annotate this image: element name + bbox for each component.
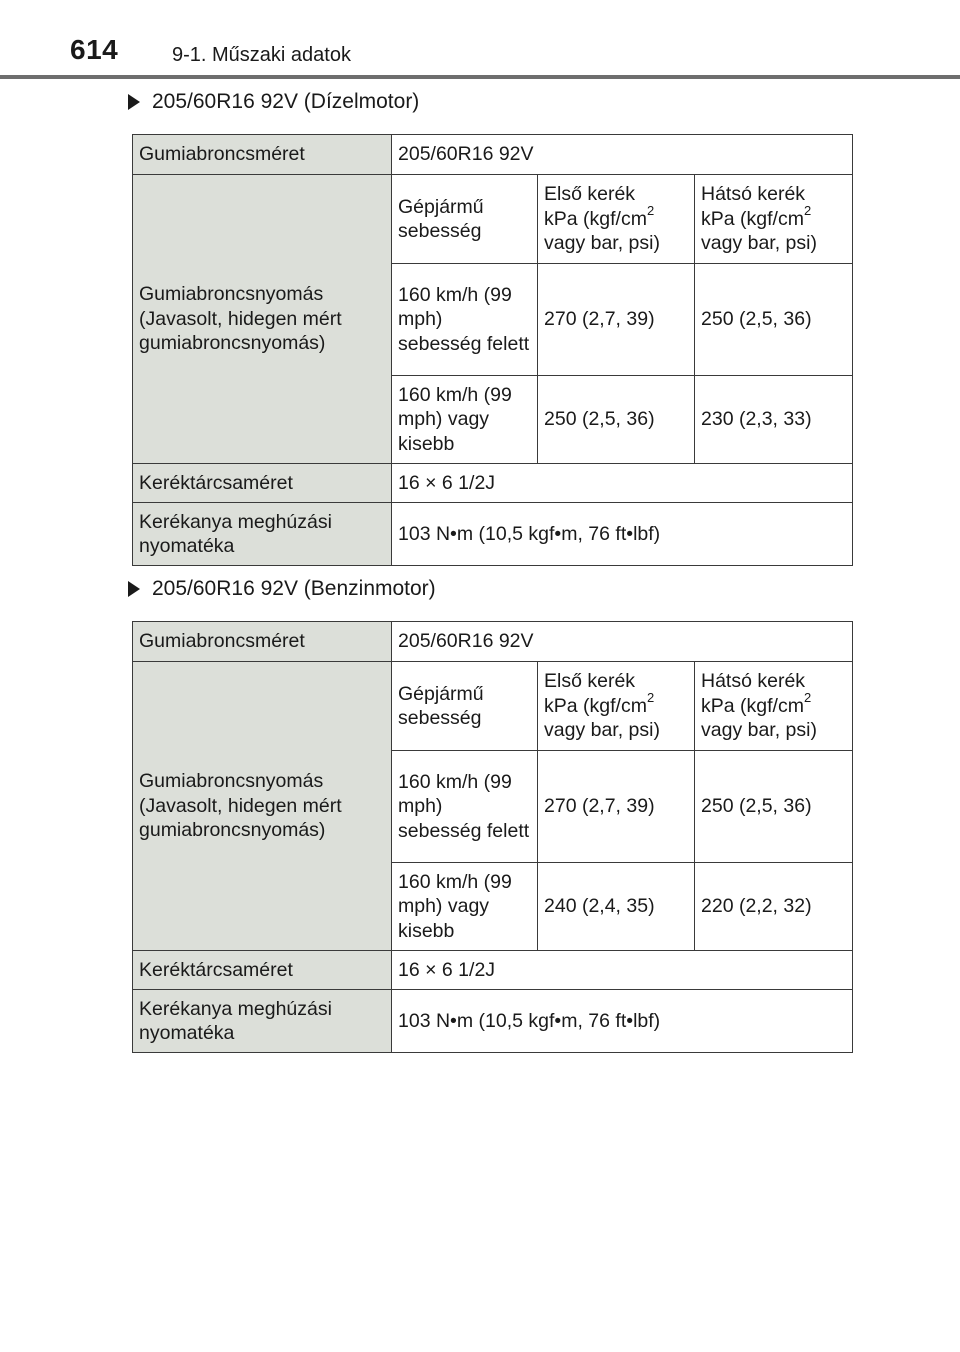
front-header-sup: 2 [646, 203, 655, 219]
rear-pressure-cell: 250 (2,5, 36) [695, 264, 853, 376]
tire-size-value: 205/60R16 92V [392, 135, 853, 175]
front-header-line3: vagy bar, psi) [544, 719, 660, 742]
rear-pressure-cell: 230 (2,3, 33) [695, 376, 853, 464]
speed-header: Gépjármű sebesség [392, 175, 538, 264]
speed-cell: 160 km/h (99 mph) sebesség felett [392, 264, 538, 376]
section-heading: 9-1. Műszaki adatok [172, 44, 351, 66]
tire-size-label: Gumiabroncsméret [133, 622, 392, 662]
front-header-line1: Első kerék [544, 670, 636, 693]
wheel-size-value: 16 × 6 1/2J [392, 464, 853, 503]
nut-torque-value: 103 N•m (10,5 kgf•m, 76 ft•lbf) [392, 503, 853, 566]
nut-torque-label: Kerékanya meghúzási nyomatéka [133, 990, 392, 1053]
speed-cell: 160 km/h (99 mph) vagy kisebb [392, 376, 538, 464]
tire-size-label: Gumiabroncsméret [133, 135, 392, 175]
table-row [133, 503, 853, 566]
front-pressure-cell: 270 (2,7, 39) [538, 264, 695, 376]
front-header-line1: Első kerék [544, 183, 636, 206]
rear-pressure-cell: 250 (2,5, 36) [695, 751, 853, 863]
front-pressure-cell: 250 (2,5, 36) [538, 376, 695, 464]
rear-header-line2: kPa (kgf/cm [701, 694, 804, 717]
table-row [133, 662, 853, 751]
wheel-size-label: Keréktárcsaméret [133, 951, 392, 990]
table-row [133, 990, 853, 1053]
tire-pressure-label: Gumiabroncsnyomás (Javasolt, hidegen mért gumiabroncsnyomás) [133, 662, 392, 951]
table-row [133, 951, 853, 990]
front-header-line2: kPa (kgf/cm [544, 694, 647, 717]
rear-header-line1: Hátsó kerék [701, 670, 806, 693]
rear-header-sup: 2 [803, 690, 812, 706]
front-header-line3: vagy bar, psi) [544, 232, 660, 255]
front-wheel-header [538, 662, 695, 751]
tire-pressure-label: Gumiabroncsnyomás (Javasolt, hidegen mért gumiabroncsnyomás) [133, 175, 392, 464]
rear-header-line3: vagy bar, psi) [701, 719, 817, 742]
rear-wheel-header [695, 662, 853, 751]
rear-header-line3: vagy bar, psi) [701, 232, 817, 255]
speed-cell: 160 km/h (99 mph) sebesség felett [392, 751, 538, 863]
speed-cell: 160 km/h (99 mph) vagy kisebb [392, 863, 538, 951]
rear-pressure-cell: 220 (2,2, 32) [695, 863, 853, 951]
rear-header-sup: 2 [803, 203, 812, 219]
table-row [133, 464, 853, 503]
rear-header-line1: Hátsó kerék [701, 183, 806, 206]
front-pressure-cell: 240 (2,4, 35) [538, 863, 695, 951]
rear-wheel-header [695, 175, 853, 264]
table-row [133, 135, 853, 175]
speed-header: Gépjármű sebesség [392, 662, 538, 751]
front-header-line2: kPa (kgf/cm [544, 207, 647, 230]
front-wheel-header [538, 175, 695, 264]
triangle-bullet-icon [128, 94, 140, 110]
wheel-size-value: 16 × 6 1/2J [392, 951, 853, 990]
tire-spec-table-petrol [132, 621, 853, 1053]
front-pressure-cell: 270 (2,7, 39) [538, 751, 695, 863]
table-row [133, 175, 853, 264]
nut-torque-label: Kerékanya meghúzási nyomatéka [133, 503, 392, 566]
table-row [133, 622, 853, 662]
rear-header-line2: kPa (kgf/cm [701, 207, 804, 230]
table-title-text: 205/60R16 92V (Benzinmotor) [152, 577, 436, 600]
tire-size-value: 205/60R16 92V [392, 622, 853, 662]
nut-torque-value: 103 N•m (10,5 kgf•m, 76 ft•lbf) [392, 990, 853, 1053]
tire-spec-table-diesel [132, 134, 853, 566]
page-header [0, 0, 960, 80]
header-divider [0, 75, 960, 79]
page-number: 614 [70, 34, 119, 65]
triangle-bullet-icon [128, 581, 140, 597]
wheel-size-label: Keréktárcsaméret [133, 464, 392, 503]
table-title-diesel [128, 90, 419, 114]
front-header-sup: 2 [646, 690, 655, 706]
table-title-petrol [128, 577, 436, 601]
table-title-text: 205/60R16 92V (Dízelmotor) [152, 90, 420, 113]
